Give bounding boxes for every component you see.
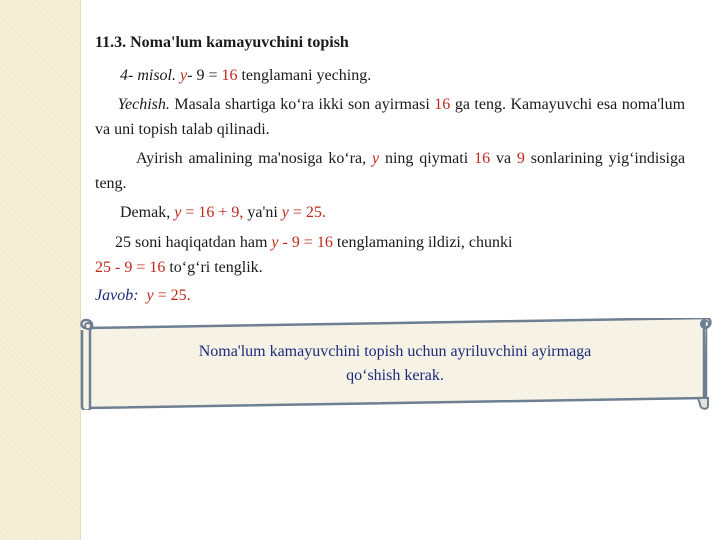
check-line2-tail: to‘g‘ri tenglik. [169, 259, 263, 276]
conclusion-line [120, 200, 326, 225]
rule-scroll-banner [80, 318, 712, 410]
decorative-side-stripe [0, 0, 81, 540]
solution-paragraph [95, 92, 685, 142]
conclusion-result: = 25. [292, 204, 326, 221]
check-expr: - 9 = 16 [282, 234, 333, 251]
solution-num16: 16 [434, 96, 451, 113]
scroll-note-line1: Noma'lum kamayuvchini topish uchun ayriluvchini ayirmaga [198, 343, 592, 360]
conclusion-text-a: Demak, [120, 204, 171, 221]
conclusion-expr: = 16 + 9, [185, 204, 244, 221]
rule-text-c: sonlarining yig‘indisiga teng. [95, 150, 686, 192]
solution-label: Yechish. [117, 96, 170, 113]
answer-label: Javob: [95, 287, 139, 304]
answer-value: = 25. [157, 287, 191, 304]
example-minus: - 9 = [187, 67, 218, 84]
check-var-y: y [271, 234, 279, 251]
example-var-y: y [180, 67, 188, 84]
rule-var-y: y [372, 150, 380, 167]
answer-var-y: y [146, 287, 154, 304]
scroll-note-line2: qo‘shish kerak. [346, 367, 444, 384]
check-line2-expr: 25 - 9 = 16 [95, 259, 166, 276]
conclusion-var-y: y [174, 204, 182, 221]
example-result: 16 [221, 67, 238, 84]
solution-text-a: Masala shartiga ko‘ra ikki son ayirmasi [174, 96, 430, 113]
scroll-note [110, 340, 680, 388]
rule-num9: 9 [516, 150, 525, 167]
example-tail: tenglamani yeching. [241, 67, 372, 84]
rule-num16: 16 [474, 150, 491, 167]
rule-paragraph [95, 146, 685, 196]
conclusion-text-b: ya'ni [247, 204, 278, 221]
example-line [120, 63, 371, 88]
example-label: 4- misol. [120, 67, 176, 84]
answer-line [95, 283, 191, 308]
check-text-b: tenglamaning ildizi, chunki [336, 234, 513, 251]
solution-text-b: ga teng. Kamayuvchi esa noma'lum va uni topish talab qilinadi. [95, 96, 686, 138]
rule-text-b: ning qiymati [384, 150, 469, 167]
rule-text-a: Ayirish amalining ma'nosiga ko‘ra, [136, 150, 367, 167]
check-paragraph [95, 230, 512, 280]
conclusion-var-y2: y [281, 204, 289, 221]
lesson-title: 11.3. Noma'lum kamayuvchini topish [95, 34, 349, 51]
rule-va: va [495, 150, 512, 167]
check-text-a: 25 soni haqiqatdan ham [115, 234, 268, 251]
